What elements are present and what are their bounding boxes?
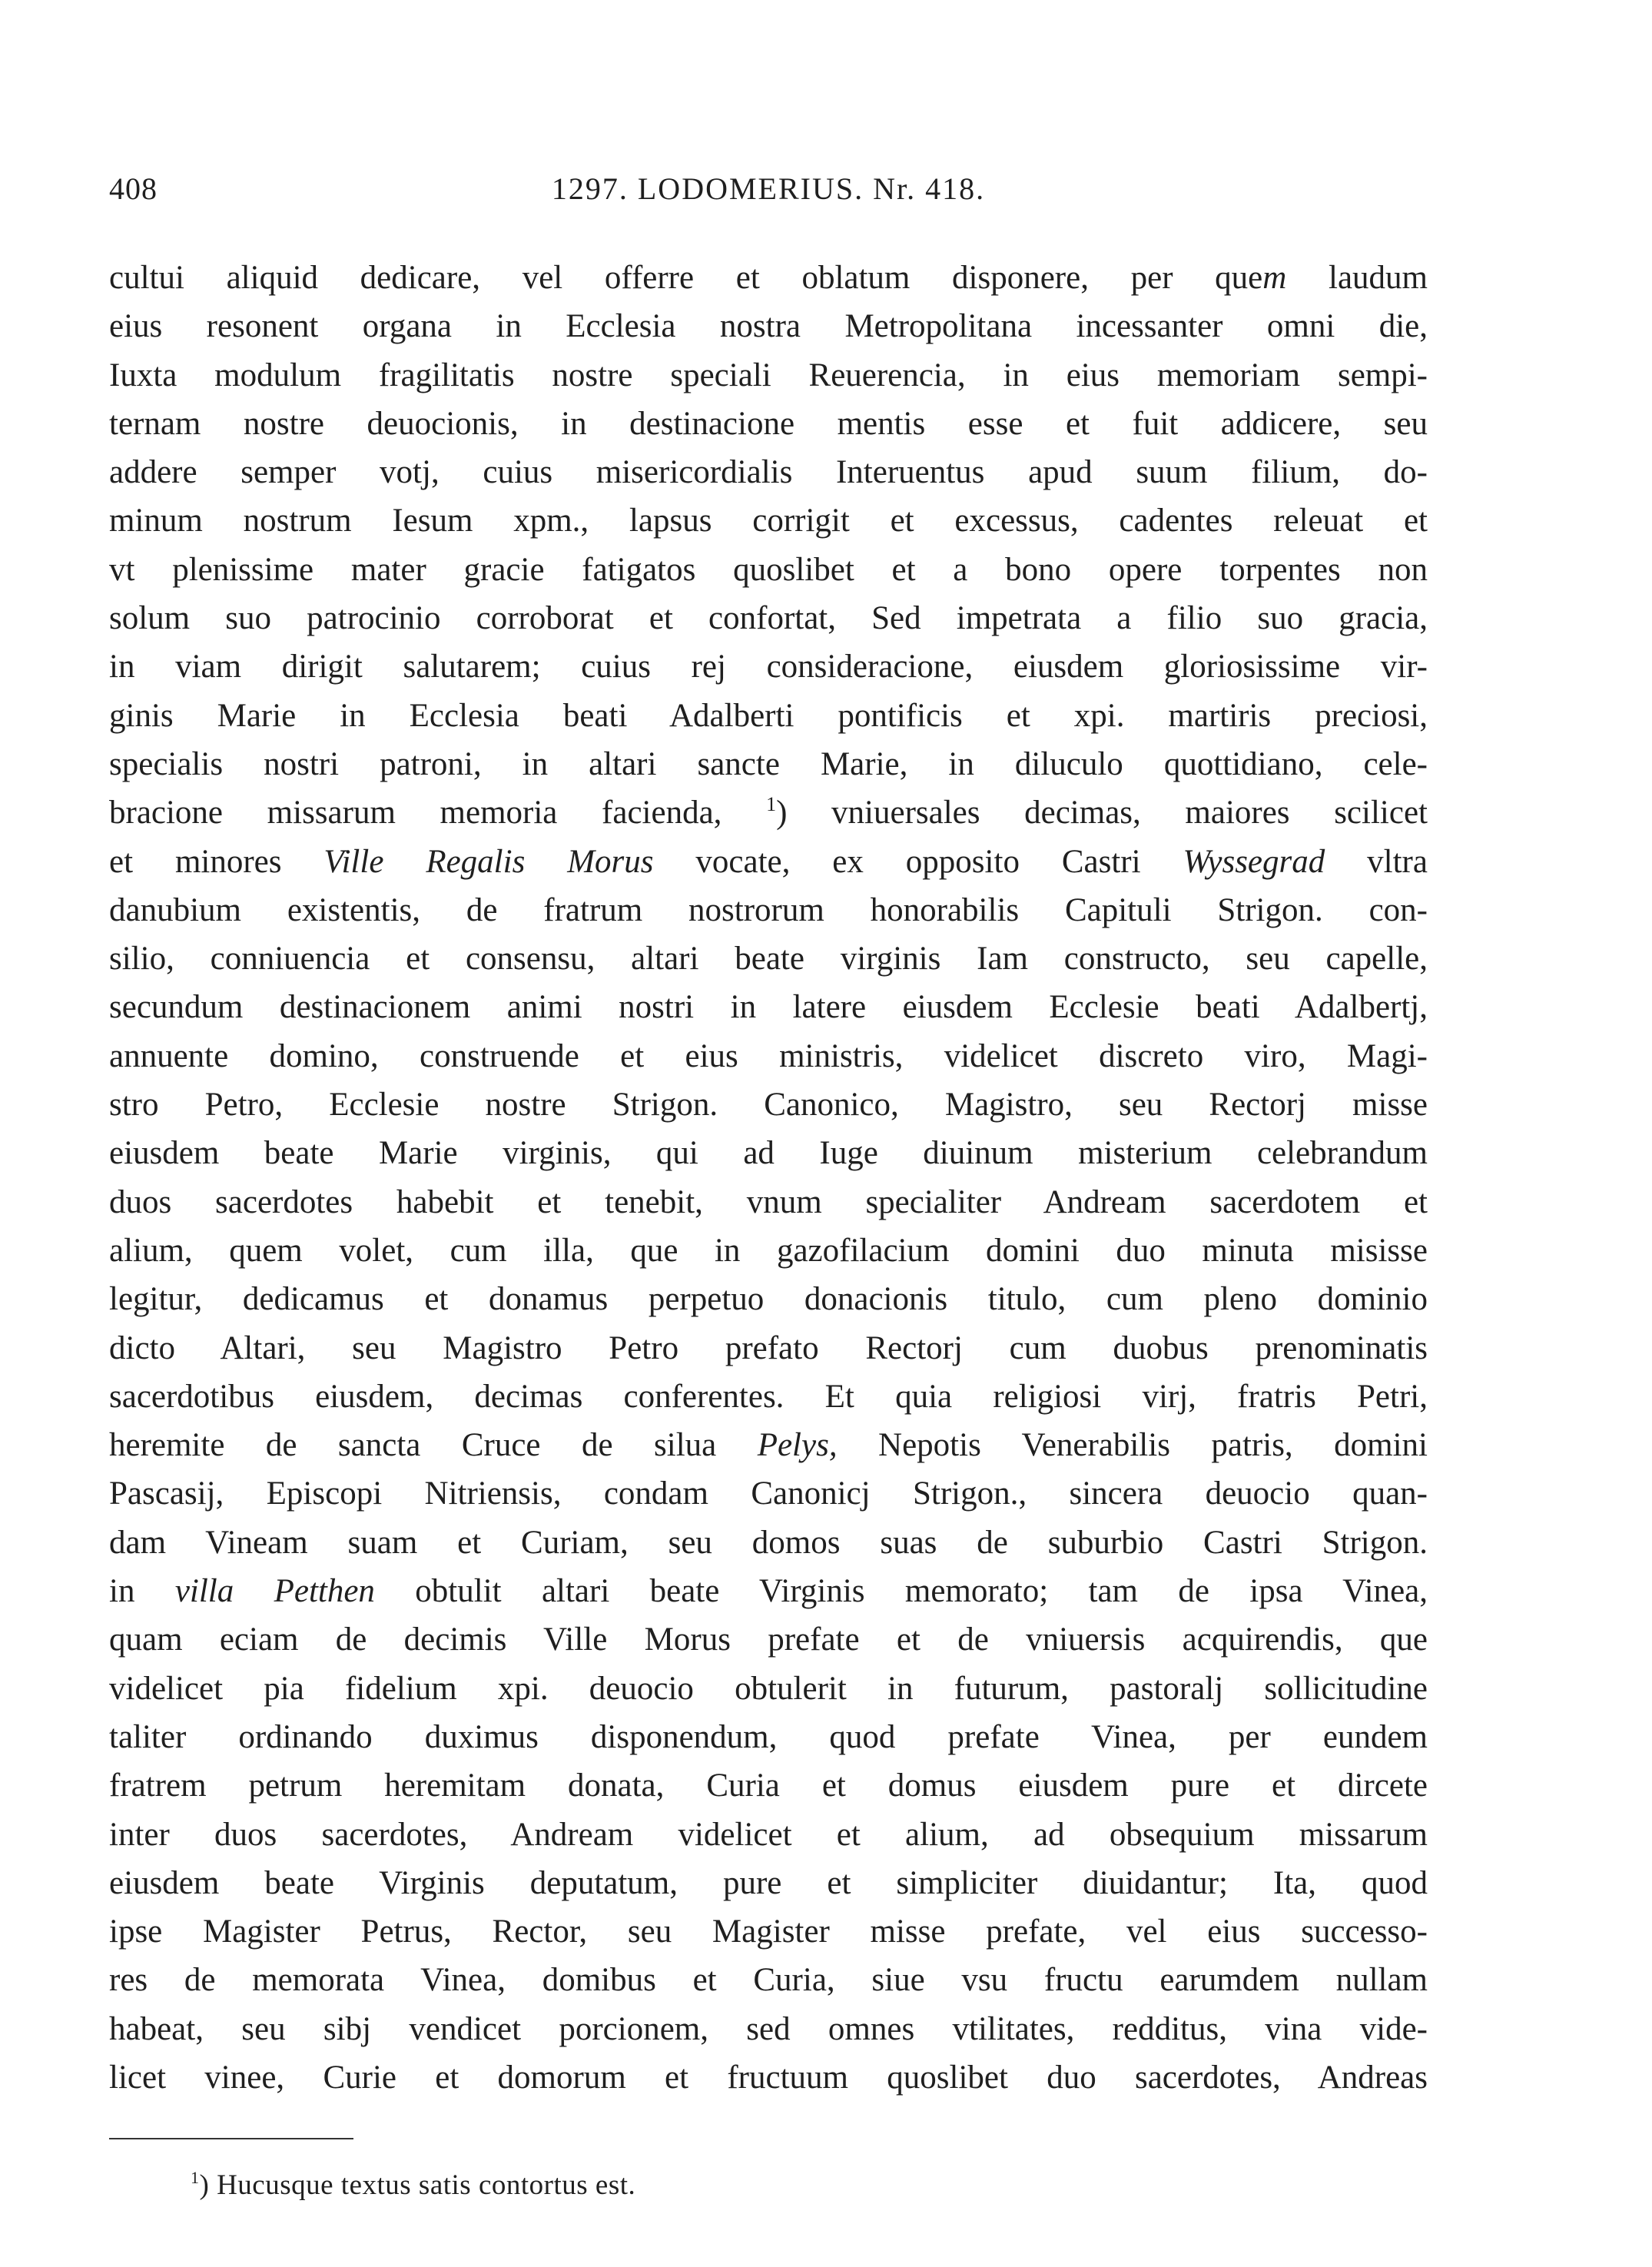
text-line bbox=[109, 1713, 1428, 1761]
text-line bbox=[109, 1567, 1428, 1615]
text-line bbox=[109, 934, 1428, 983]
text-segment: Nepotis Venerabilis patris, domini bbox=[837, 1427, 1428, 1464]
text-segment: ) vniuersales decimas, maiores scilicet bbox=[776, 795, 1428, 831]
text-line bbox=[109, 740, 1428, 788]
italic-place-name: m bbox=[1262, 260, 1287, 296]
text-line bbox=[109, 692, 1428, 740]
text-line bbox=[109, 594, 1428, 642]
text-segment: danubium existentis, de fratrum nostrorum honorabilis Capituli Strigon. con- bbox=[109, 891, 1428, 928]
text-line bbox=[109, 546, 1428, 594]
charter-text bbox=[109, 254, 1428, 2102]
running-head: 1297. LODOMERIUS. Nr. 418. bbox=[551, 171, 986, 206]
text-line bbox=[109, 2053, 1428, 2102]
page-header bbox=[109, 171, 1428, 217]
text-line bbox=[109, 1859, 1428, 1907]
text-segment: eiusdem beate Marie virginis, qui ad Iuge diuinum misterium celebrandum bbox=[109, 1135, 1428, 1172]
text-segment: taliter ordinando duximus disponendum, quod prefate Vinea, per eundem bbox=[109, 1718, 1428, 1755]
text-segment: eius resonent organa in Ecclesia nostra Metropolitana incessanter omni die, bbox=[109, 308, 1428, 345]
text-line bbox=[109, 1080, 1428, 1129]
text-line bbox=[109, 448, 1428, 496]
text-line bbox=[109, 1811, 1428, 1859]
text-line bbox=[109, 1324, 1428, 1372]
text-segment: bracione missarum memoria facienda, bbox=[109, 795, 767, 831]
text-line bbox=[109, 1372, 1428, 1421]
text-line bbox=[109, 1178, 1428, 1226]
text-segment: vltra bbox=[1325, 843, 1428, 880]
text-segment: Pascasij, Episcopi Nitriensis, condam Canonicj Strigon., sincera deuocio quan- bbox=[109, 1475, 1428, 1512]
text-line bbox=[109, 1761, 1428, 1810]
footnote-text: ) Hucusque textus satis contortus est. bbox=[199, 2169, 636, 2201]
text-line bbox=[109, 886, 1428, 934]
text-segment: heremite de sancta Cruce de silua bbox=[109, 1427, 758, 1464]
text-line bbox=[109, 254, 1428, 302]
text-segment: ternam nostre deuocionis, in destinacione mentis esse et fuit addicere, seu bbox=[109, 405, 1428, 442]
text-line bbox=[109, 1421, 1428, 1469]
text-segment: fratrem petrum heremitam donata, Curia et domus eiusdem pure et dircete bbox=[109, 1767, 1428, 1804]
text-segment: vocate, ex opposito Castri bbox=[653, 843, 1183, 880]
text-line bbox=[109, 1907, 1428, 1956]
text-segment: vt plenissime mater gracie fatigatos quoslibet et a bono opere torpentes non bbox=[109, 551, 1428, 588]
text-line bbox=[109, 302, 1428, 350]
text-segment: cultui aliquid dedicare, vel offerre et oblatum disponere, per que bbox=[109, 260, 1263, 296]
text-line bbox=[109, 983, 1428, 1031]
text-segment: dam Vineam suam et Curiam, seu domos suas de suburbio Castri Strigon. bbox=[109, 1524, 1428, 1561]
italic-place-name: Pelys, bbox=[757, 1427, 838, 1464]
text-segment: ipse Magister Petrus, Rector, seu Magister misse prefate, vel eius successo- bbox=[109, 1914, 1428, 1950]
text-line bbox=[109, 496, 1428, 545]
text-segment: eiusdem beate Virginis deputatum, pure et simpliciter diuidantur; Ita, quod bbox=[109, 1864, 1428, 1901]
text-segment: duos sacerdotes habebit et tenebit, vnum specialiter Andream sacerdotem et bbox=[109, 1183, 1428, 1220]
text-segment: obtulit altari beate Virginis memorato; tam de ipsa Vinea, bbox=[374, 1573, 1428, 1610]
text-line bbox=[109, 642, 1428, 691]
italic-place-name: Wyssegrad bbox=[1183, 843, 1325, 880]
text-segment: sacerdotibus eiusdem, decimas conferentes. Et quia religiosi virj, fratris Petri, bbox=[109, 1378, 1428, 1415]
text-segment: inter duos sacerdotes, Andream videlicet et alium, ad obsequium missarum bbox=[109, 1816, 1428, 1853]
text-segment: in bbox=[109, 1573, 175, 1610]
text-line bbox=[109, 1032, 1428, 1080]
footnote bbox=[191, 2167, 635, 2204]
text-line bbox=[109, 351, 1428, 400]
text-segment: addere semper votj, cuius misericordialis Interuentus apud suum filium, do- bbox=[109, 454, 1428, 491]
text-segment: specialis nostri patroni, in altari sancte Marie, in diluculo quottidiano, cele- bbox=[109, 745, 1428, 782]
footnote-marker: 1 bbox=[191, 2168, 200, 2187]
text-segment: annuente domino, construende et eius ministris, videlicet discreto viro, Magi- bbox=[109, 1037, 1428, 1074]
text-segment: alium, quem volet, cum illa, que in gazofilacium domini duo minuta misisse bbox=[109, 1232, 1428, 1269]
text-line bbox=[109, 1956, 1428, 2004]
text-segment: solum suo patrocinio corroborat et confortat, Sed impetrata a filio suo gracia, bbox=[109, 600, 1428, 637]
text-segment: et minores bbox=[109, 843, 324, 880]
text-segment: habeat, seu sibj vendicet porcionem, sed omnes vtilitates, redditus, vina vide- bbox=[109, 2010, 1428, 2047]
text-segment: stro Petro, Ecclesie nostre Strigon. Canonico, Magistro, seu Rectorj misse bbox=[109, 1087, 1428, 1124]
text-segment: res de memorata Vinea, domibus et Curia, siue vsu fructu earumdem nullam bbox=[109, 1962, 1428, 1999]
text-line bbox=[109, 1519, 1428, 1567]
page-number: 408 bbox=[109, 171, 158, 206]
text-line bbox=[109, 1615, 1428, 1664]
text-line bbox=[109, 400, 1428, 448]
text-line bbox=[109, 1469, 1428, 1518]
text-segment: dicto Altari, seu Magistro Petro prefato Rectorj cum duobus prenominatis bbox=[109, 1329, 1428, 1366]
text-segment: licet vinee, Curie et domorum et fructuum quoslibet duo sacerdotes, Andreas bbox=[109, 2059, 1428, 2096]
footnote-separator bbox=[109, 2138, 353, 2139]
text-segment: quam eciam de decimis Ville Morus prefate et de vniuersis acquirendis, que bbox=[109, 1621, 1428, 1658]
text-segment: in viam dirigit salutarem; cuius rej consideracione, eiusdem gloriosissime vir- bbox=[109, 649, 1428, 685]
text-line bbox=[109, 2005, 1428, 2053]
text-line bbox=[109, 1665, 1428, 1713]
text-line bbox=[109, 1226, 1428, 1275]
text-line bbox=[109, 1275, 1428, 1323]
footnote-reference: 1 bbox=[766, 793, 777, 816]
text-line bbox=[109, 788, 1428, 837]
text-segment: videlicet pia fidelium xpi. deuocio obtulerit in futurum, pastoralj sollicitudine bbox=[109, 1670, 1428, 1707]
text-segment: secundum destinacionem animi nostri in latere eiusdem Ecclesie beati Adalbertj, bbox=[109, 989, 1428, 1026]
italic-place-name: Ville Regalis Morus bbox=[323, 843, 654, 880]
text-segment: legitur, dedicamus et donamus perpetuo donacionis titulo, cum pleno dominio bbox=[109, 1281, 1428, 1318]
text-segment: ginis Marie in Ecclesia beati Adalberti pontificis et xpi. martiris preciosi, bbox=[109, 697, 1428, 734]
italic-place-name: villa Petthen bbox=[174, 1573, 375, 1610]
text-segment: silio, conniuencia et consensu, altari beate virginis Iam constructo, seu capelle, bbox=[109, 941, 1428, 977]
text-segment: minum nostrum Iesum xpm., lapsus corrigit et excessus, cadentes releuat et bbox=[109, 503, 1428, 539]
text-line bbox=[109, 838, 1428, 886]
text-segment: laudum bbox=[1286, 260, 1428, 296]
text-line bbox=[109, 1129, 1428, 1177]
text-segment: Iuxta modulum fragilitatis nostre speciali Reuerencia, in eius memoriam sempi- bbox=[109, 357, 1428, 393]
